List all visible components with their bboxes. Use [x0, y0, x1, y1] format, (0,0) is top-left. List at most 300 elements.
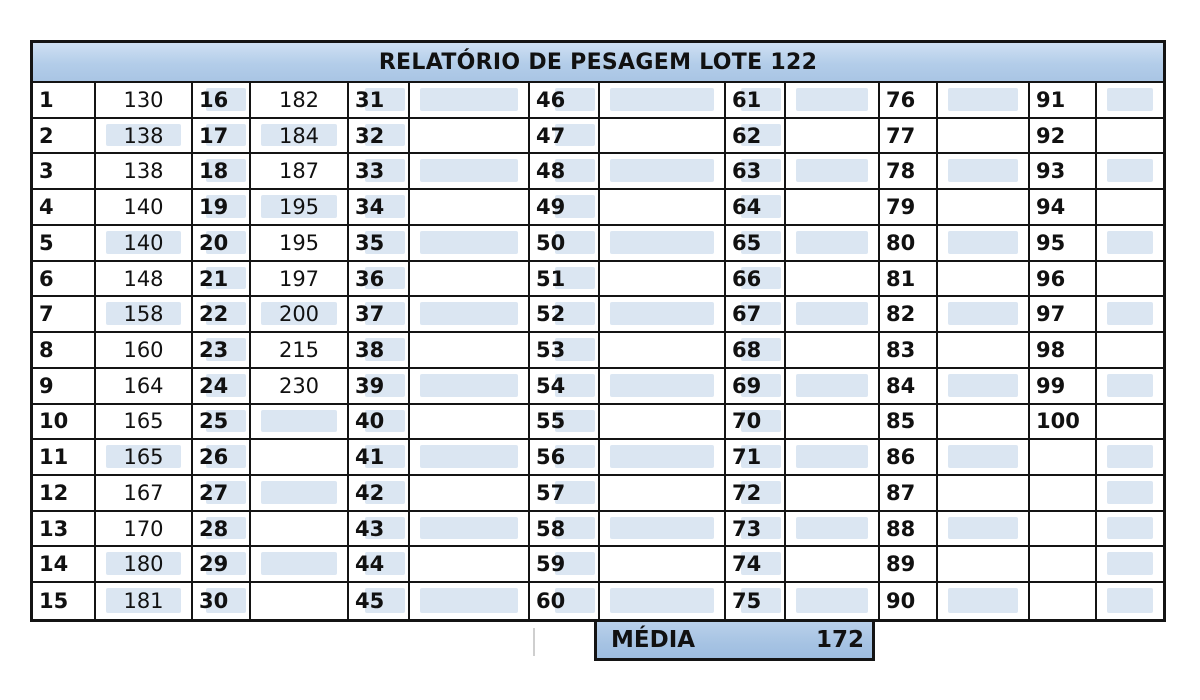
row-number-cell — [33, 83, 96, 119]
weight-value-cell — [251, 583, 349, 619]
row-number: 49 — [536, 195, 566, 220]
row-number: 78 — [886, 159, 916, 184]
cell-shade — [261, 410, 337, 433]
weight-value-cell — [938, 297, 1030, 333]
weight-value-cell — [938, 476, 1030, 512]
row-number: 66 — [732, 266, 762, 291]
weight-value-cell — [938, 547, 1030, 583]
row-number-cell — [880, 226, 938, 262]
row-number: 23 — [199, 337, 229, 362]
weight-value-cell — [1097, 226, 1163, 262]
row-number-cell — [33, 369, 96, 405]
row-number: 20 — [199, 230, 229, 255]
weight-value-cell — [938, 226, 1030, 262]
cell-shade — [420, 231, 518, 254]
row-number-cell — [880, 297, 938, 333]
weight-value-cell — [1097, 154, 1163, 190]
weight-value-cell — [600, 476, 726, 512]
cell-shade — [610, 302, 714, 325]
cell-shade — [610, 88, 714, 111]
row-number-cell — [349, 547, 410, 583]
weight-value-cell — [786, 583, 880, 619]
weight-value-cell — [96, 476, 193, 512]
weight-value-cell — [786, 547, 880, 583]
row-number-cell — [530, 297, 600, 333]
row-number-cell — [349, 119, 410, 155]
weight-value-cell — [410, 512, 530, 548]
row-number-cell — [880, 333, 938, 369]
row-number-cell — [349, 405, 410, 441]
row-number-cell — [33, 154, 96, 190]
row-number-cell — [1030, 440, 1097, 476]
weight-value: 170 — [123, 516, 164, 541]
weight-value-cell — [410, 333, 530, 369]
row-number-cell — [33, 226, 96, 262]
row-number-cell — [1030, 262, 1097, 298]
row-number: 4 — [39, 195, 54, 220]
weight-value-cell — [410, 190, 530, 226]
row-number: 81 — [886, 266, 916, 291]
cell-shade — [796, 88, 868, 111]
row-number: 7 — [39, 302, 54, 327]
row-number-cell — [349, 190, 410, 226]
weight-value-cell — [96, 297, 193, 333]
weight-value-cell — [938, 83, 1030, 119]
row-number-cell — [726, 262, 786, 298]
row-number-cell — [33, 405, 96, 441]
weight-value-cell — [251, 297, 349, 333]
row-number: 37 — [355, 302, 385, 327]
row-number: 98 — [1036, 337, 1066, 362]
row-number-cell — [880, 83, 938, 119]
weight-value-cell — [410, 262, 530, 298]
row-number-cell — [193, 190, 251, 226]
weight-value: 130 — [123, 87, 164, 112]
weight-value: 164 — [123, 373, 164, 398]
weight-value-cell — [786, 154, 880, 190]
cell-shade — [796, 588, 868, 613]
cell-shade — [1107, 302, 1153, 325]
weight-value-cell — [1097, 119, 1163, 155]
row-number-cell — [530, 512, 600, 548]
row-number-cell — [349, 333, 410, 369]
weight-value-cell — [96, 512, 193, 548]
weight-value-cell — [938, 440, 1030, 476]
row-number-cell — [193, 440, 251, 476]
row-number: 3 — [39, 159, 54, 184]
weight-value-cell — [786, 119, 880, 155]
row-number-cell — [33, 333, 96, 369]
weight-value: 148 — [123, 266, 164, 291]
weight-value-cell — [410, 83, 530, 119]
weight-value-cell — [96, 119, 193, 155]
row-number-cell — [193, 333, 251, 369]
weight-value-cell — [1097, 512, 1163, 548]
average-box — [594, 619, 875, 661]
row-number: 30 — [199, 589, 229, 614]
row-number-cell — [349, 369, 410, 405]
weight-value-cell — [600, 119, 726, 155]
row-number-cell — [880, 190, 938, 226]
row-number: 88 — [886, 516, 916, 541]
row-number: 29 — [199, 552, 229, 577]
row-number-cell — [349, 440, 410, 476]
row-number-cell — [193, 512, 251, 548]
row-number: 28 — [199, 516, 229, 541]
weight-value-cell — [410, 476, 530, 512]
row-number: 61 — [732, 87, 762, 112]
row-number: 51 — [536, 266, 566, 291]
weight-value-cell — [410, 226, 530, 262]
weight-value-cell — [251, 369, 349, 405]
row-number: 95 — [1036, 230, 1066, 255]
row-number: 17 — [199, 123, 229, 148]
row-number-cell — [880, 583, 938, 619]
row-number-cell — [1030, 154, 1097, 190]
row-number-cell — [726, 547, 786, 583]
row-number: 33 — [355, 159, 385, 184]
cell-shade — [1107, 588, 1153, 613]
row-number: 59 — [536, 552, 566, 577]
row-number-cell — [193, 405, 251, 441]
weight-value: 181 — [123, 589, 164, 614]
cell-shade — [610, 159, 714, 182]
row-number-cell — [33, 262, 96, 298]
weight-value: 138 — [123, 123, 164, 148]
cell-shade — [610, 445, 714, 468]
weight-value: 215 — [278, 337, 320, 362]
cell-shade — [261, 552, 337, 575]
cell-shade — [948, 445, 1018, 468]
row-number: 22 — [199, 302, 229, 327]
weight-value-cell — [410, 547, 530, 583]
row-number: 19 — [199, 195, 229, 220]
cell-shade — [796, 445, 868, 468]
row-number: 92 — [1036, 123, 1066, 148]
weight-value-cell — [1097, 405, 1163, 441]
row-number: 35 — [355, 230, 385, 255]
row-number: 54 — [536, 373, 566, 398]
weight-value-cell — [1097, 369, 1163, 405]
row-number-cell — [880, 512, 938, 548]
row-number: 60 — [536, 589, 566, 614]
weight-value-cell — [1097, 440, 1163, 476]
weight-value: 140 — [123, 195, 164, 220]
weight-value-cell — [251, 333, 349, 369]
weight-value-cell — [410, 440, 530, 476]
weight-value-cell — [251, 440, 349, 476]
cell-shade — [420, 88, 518, 111]
cell-shade — [420, 517, 518, 540]
weight-value-cell — [251, 226, 349, 262]
weight-value-cell — [600, 297, 726, 333]
row-number: 10 — [39, 409, 69, 434]
cell-shade — [1107, 88, 1153, 111]
row-number: 34 — [355, 195, 385, 220]
row-number-cell — [193, 547, 251, 583]
row-number: 71 — [732, 445, 762, 470]
row-number-cell — [880, 119, 938, 155]
row-number: 31 — [355, 87, 385, 112]
row-number-cell — [349, 262, 410, 298]
report-title-bar — [33, 43, 1163, 83]
row-number: 38 — [355, 337, 385, 362]
row-number: 97 — [1036, 302, 1066, 327]
row-number: 90 — [886, 589, 916, 614]
weight-value-cell — [251, 547, 349, 583]
row-number: 41 — [355, 445, 385, 470]
weight-value: 195 — [278, 195, 320, 220]
row-number-cell — [530, 547, 600, 583]
average-value: 172 — [815, 627, 864, 653]
row-number: 27 — [199, 480, 229, 505]
weight-value-cell — [410, 119, 530, 155]
cell-shade — [610, 588, 714, 613]
weight-value-cell — [96, 190, 193, 226]
weight-value-cell — [1097, 547, 1163, 583]
weight-value-cell — [938, 405, 1030, 441]
row-number-cell — [193, 369, 251, 405]
weight-value: 158 — [123, 302, 164, 327]
weight-value-cell — [786, 83, 880, 119]
row-number-cell — [193, 583, 251, 619]
row-number-cell — [726, 119, 786, 155]
row-number: 32 — [355, 123, 385, 148]
weight-value-cell — [938, 190, 1030, 226]
weight-value-cell — [96, 83, 193, 119]
weight-value-cell — [600, 190, 726, 226]
cell-shade — [1107, 374, 1153, 397]
cell-shade — [610, 231, 714, 254]
row-number-cell — [880, 405, 938, 441]
weight-value: 197 — [278, 266, 320, 291]
row-number-cell — [33, 476, 96, 512]
row-number-cell — [726, 190, 786, 226]
weight-value: 187 — [278, 159, 320, 184]
row-number: 36 — [355, 266, 385, 291]
row-number-cell — [726, 512, 786, 548]
row-number: 44 — [355, 552, 385, 577]
row-number-cell — [880, 547, 938, 583]
weight-value: 182 — [278, 87, 320, 112]
row-number-cell — [1030, 547, 1097, 583]
cell-shade — [610, 374, 714, 397]
row-number-cell — [530, 440, 600, 476]
row-number-cell — [33, 119, 96, 155]
row-number: 16 — [199, 87, 229, 112]
cell-shade — [420, 374, 518, 397]
row-number-cell — [880, 154, 938, 190]
row-number-cell — [530, 405, 600, 441]
weight-value-cell — [251, 405, 349, 441]
weight-value-cell — [938, 369, 1030, 405]
row-number: 86 — [886, 445, 916, 470]
row-number: 24 — [199, 373, 229, 398]
row-number: 68 — [732, 337, 762, 362]
cell-shade — [420, 159, 518, 182]
row-number: 40 — [355, 409, 385, 434]
row-number-cell — [726, 369, 786, 405]
row-number: 89 — [886, 552, 916, 577]
weight-value-cell — [786, 190, 880, 226]
weight-grid — [33, 83, 1163, 619]
row-number: 72 — [732, 480, 762, 505]
weight-value-cell — [96, 440, 193, 476]
row-number: 82 — [886, 302, 916, 327]
weight-value-cell — [600, 333, 726, 369]
weight-value-cell — [786, 297, 880, 333]
row-number-cell — [530, 83, 600, 119]
weight-value-cell — [251, 190, 349, 226]
weight-value-cell — [786, 226, 880, 262]
weight-value-cell — [410, 583, 530, 619]
row-number-cell — [726, 83, 786, 119]
row-number: 53 — [536, 337, 566, 362]
row-number: 69 — [732, 373, 762, 398]
weight-value-cell — [600, 405, 726, 441]
row-number-cell — [1030, 512, 1097, 548]
cell-shade — [610, 517, 714, 540]
row-number: 8 — [39, 337, 54, 362]
weight-value-cell — [251, 154, 349, 190]
cell-shade — [420, 588, 518, 613]
row-number-cell — [530, 119, 600, 155]
row-number-cell — [193, 262, 251, 298]
cell-shade — [948, 88, 1018, 111]
row-number-cell — [33, 440, 96, 476]
row-number: 79 — [886, 195, 916, 220]
row-number: 46 — [536, 87, 566, 112]
row-number-cell — [193, 83, 251, 119]
row-number: 39 — [355, 373, 385, 398]
row-number-cell — [1030, 405, 1097, 441]
row-number: 64 — [732, 195, 762, 220]
row-number: 62 — [732, 123, 762, 148]
weighing-report-table — [30, 40, 1166, 622]
weight-value-cell — [600, 440, 726, 476]
weight-value-cell — [786, 262, 880, 298]
row-number-cell — [1030, 190, 1097, 226]
row-number: 76 — [886, 87, 916, 112]
weight-value-cell — [1097, 262, 1163, 298]
row-number-cell — [193, 154, 251, 190]
weight-value-cell — [786, 440, 880, 476]
cell-shade — [420, 445, 518, 468]
weight-value: 138 — [123, 159, 164, 184]
row-number: 18 — [199, 159, 229, 184]
row-number: 25 — [199, 409, 229, 434]
cell-shade — [796, 159, 868, 182]
weight-value-cell — [1097, 333, 1163, 369]
weight-value-cell — [600, 512, 726, 548]
row-number-cell — [880, 369, 938, 405]
cell-shade — [948, 517, 1018, 540]
cell-shade — [796, 231, 868, 254]
row-number: 99 — [1036, 373, 1066, 398]
row-number: 85 — [886, 409, 916, 434]
row-number-cell — [1030, 333, 1097, 369]
row-number: 11 — [39, 445, 69, 470]
weight-value-cell — [1097, 476, 1163, 512]
row-number-cell — [726, 297, 786, 333]
cell-shade — [1107, 159, 1153, 182]
row-number: 56 — [536, 445, 566, 470]
row-number-cell — [530, 333, 600, 369]
weight-value: 165 — [123, 445, 164, 470]
weight-value-cell — [1097, 583, 1163, 619]
row-number: 55 — [536, 409, 566, 434]
weight-value-cell — [251, 83, 349, 119]
row-number: 58 — [536, 516, 566, 541]
row-number: 96 — [1036, 266, 1066, 291]
weight-value-cell — [938, 262, 1030, 298]
row-number: 94 — [1036, 195, 1066, 220]
row-number-cell — [1030, 83, 1097, 119]
weight-value-cell — [96, 405, 193, 441]
row-number-cell — [530, 226, 600, 262]
row-number-cell — [349, 297, 410, 333]
weight-value-cell — [600, 583, 726, 619]
row-number: 9 — [39, 373, 54, 398]
row-number: 80 — [886, 230, 916, 255]
row-number-cell — [880, 476, 938, 512]
average-label: MÉDIA — [611, 627, 696, 653]
cell-shade — [948, 231, 1018, 254]
row-number: 15 — [39, 589, 69, 614]
row-number-cell — [33, 297, 96, 333]
cell-shade — [1107, 517, 1153, 540]
row-number: 73 — [732, 516, 762, 541]
row-number-cell — [349, 476, 410, 512]
row-number: 13 — [39, 516, 69, 541]
row-number-cell — [1030, 476, 1097, 512]
cell-shade — [1107, 552, 1153, 575]
weight-value-cell — [786, 333, 880, 369]
row-number-cell — [1030, 369, 1097, 405]
row-number-cell — [1030, 297, 1097, 333]
weight-value-cell — [251, 512, 349, 548]
weight-value-cell — [600, 83, 726, 119]
row-number-cell — [726, 440, 786, 476]
row-number-cell — [530, 154, 600, 190]
report-title: RELATÓRIO DE PESAGEM LOTE 122 — [378, 49, 818, 75]
cell-shade — [948, 374, 1018, 397]
row-number-cell — [1030, 226, 1097, 262]
weight-value-cell — [410, 405, 530, 441]
weight-value-cell — [600, 226, 726, 262]
row-number-cell — [530, 262, 600, 298]
cell-shade — [948, 588, 1018, 613]
row-number-cell — [193, 297, 251, 333]
row-number-cell — [530, 190, 600, 226]
weight-value-cell — [96, 154, 193, 190]
weight-value-cell — [251, 476, 349, 512]
weight-value-cell — [96, 547, 193, 583]
weight-value-cell — [96, 369, 193, 405]
weight-value-cell — [938, 333, 1030, 369]
weight-value-cell — [410, 297, 530, 333]
row-number-cell — [726, 333, 786, 369]
weight-value-cell — [600, 547, 726, 583]
row-number: 67 — [732, 302, 762, 327]
weight-value-cell — [786, 369, 880, 405]
weight-value: 167 — [123, 480, 164, 505]
weight-value-cell — [938, 154, 1030, 190]
row-number: 100 — [1036, 409, 1080, 434]
row-number-cell — [530, 369, 600, 405]
row-number-cell — [349, 512, 410, 548]
row-number: 45 — [355, 589, 385, 614]
